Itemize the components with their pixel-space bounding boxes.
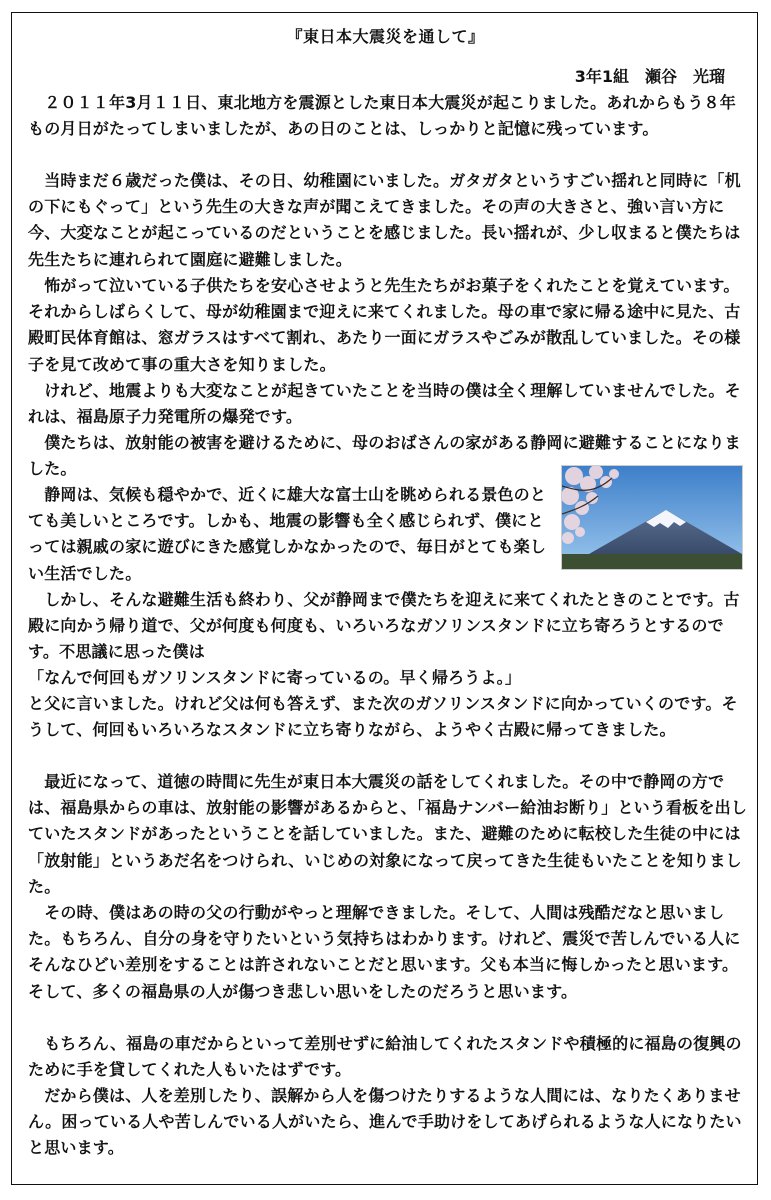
- paragraph-9: と父に言いました。けれど父は何も答えず、また次のガソリンスタンドに向かっていくのです。そうして、何回もいろいろなスタンドに立ち寄りながら、ようやく古殿に帰ってきました。: [28, 694, 738, 740]
- paragraph-10: 最近になって、道徳の時間に先生が東日本大震災の話をしてくれました。その中で静岡の方では、福島県からの車は、放射能の影響があるからと、「福島ナンバー給油お断り」という看板を出していたスタンドがあったということを話していました。また、避難のために転校した生徒の中には「放射能」というあだ名をつけられ、いじめの対象になって戻ってきた生徒もいたことを知りました。: [28, 772, 748, 896]
- paragraph-1: ２０１１年3月１１日、東北地方を震源とした東日本大震災が起こりました。あれからもう８年もの月日がたってしまいましたが、あの日のことは、しっかりと記憶に残っています。: [28, 93, 736, 139]
- paragraph-12: もちろん、福島の車だからといって差別せずに給油してくれたスタンドや積極的に福島の復興のために手を貸してくれた人もいたはずです。: [28, 1034, 742, 1080]
- paragraph-2: 当時まだ６歳だった僕は、その日、幼稚園にいました。ガタガタというすごい揺れと同時に「机の下にもぐって」という先生の大きな声が聞こえてきました。その声の大きさと、強い言い方に今、大変なことが起こっているのだということを感じました。長い揺れが、少し収まると僕たちは先生たちに連れられて園庭に避難しました。: [28, 171, 741, 269]
- paragraph-8: 「なんで何回もガソリンスタンドに寄っているの。早く帰ろうよ。」: [28, 668, 522, 687]
- paragraph-11: その時、僕はあの時の父の行動がやっと理解できました。そして、人間は残酷だなと思いました。もちろん、自分の身を守りたいという気持ちはわかります。けれど、震災で苦しんでいる人にそんなひどい差別をすることは許されないことだと思います。父も本当に悔しかったと思います。そして、多くの福島県の人が傷つき悲しい思いをしたのだろうと思います。: [28, 903, 741, 1001]
- paragraph-5: 僕たちは、放射能の被害を避けるために、母のおばさんの家がある静岡に避難することになりました。: [28, 433, 741, 479]
- paragraph-3: 怖がって泣いている子供たちを安心させようと先生たちがお菓子をくれたことを覚えています。それからしばらくして、母が幼稚園まで迎えに来てくれました。母の車で家に帰る途中に見た、古殿町民体育館は、窓ガラスはすべて割れ、あたり一面にガラスやごみが散乱していました。その様子を見て改めて事の重大さを知りました。: [28, 276, 741, 374]
- paragraph-7: しかし、そんな避難生活も終わり、父が静岡まで僕たちを迎えに来てくれたときのことです。古殿に向かう帰り道で、父が何度も何度も、いろいろなガソリンスタンドに立ち寄ろうとするのです。不思議に思った僕は: [28, 590, 740, 662]
- paragraph-4: けれど、地震よりも大変なことが起きていたことを当時の僕は全く理解していませんでした。それは、福島原子力発電所の爆発です。: [28, 381, 741, 427]
- paragraph-13: だから僕は、人を差別したり、誤解から人を傷つけたりするような人間には、なりたくありません。困っている人や苦しんでいる人がいたら、進んで手助けをしてあげられるような人になりたいと思います。: [28, 1086, 742, 1158]
- essay-title: 『東日本大震災を通して』: [286, 27, 485, 46]
- author-line: 3年1組 瀬谷 光瑠: [574, 67, 725, 86]
- paragraph-6: 静岡は、気候も穏やかで、近くに雄大な富士山を眺められる景色のとても美しいところです。しかも、地震の影響も全く感じられず、僕にとっては親戚の家に遊びにきた感覚しかなかったので、毎日がとても楽しい生活でした。: [28, 485, 547, 583]
- mount-fuji-photo: [561, 465, 743, 570]
